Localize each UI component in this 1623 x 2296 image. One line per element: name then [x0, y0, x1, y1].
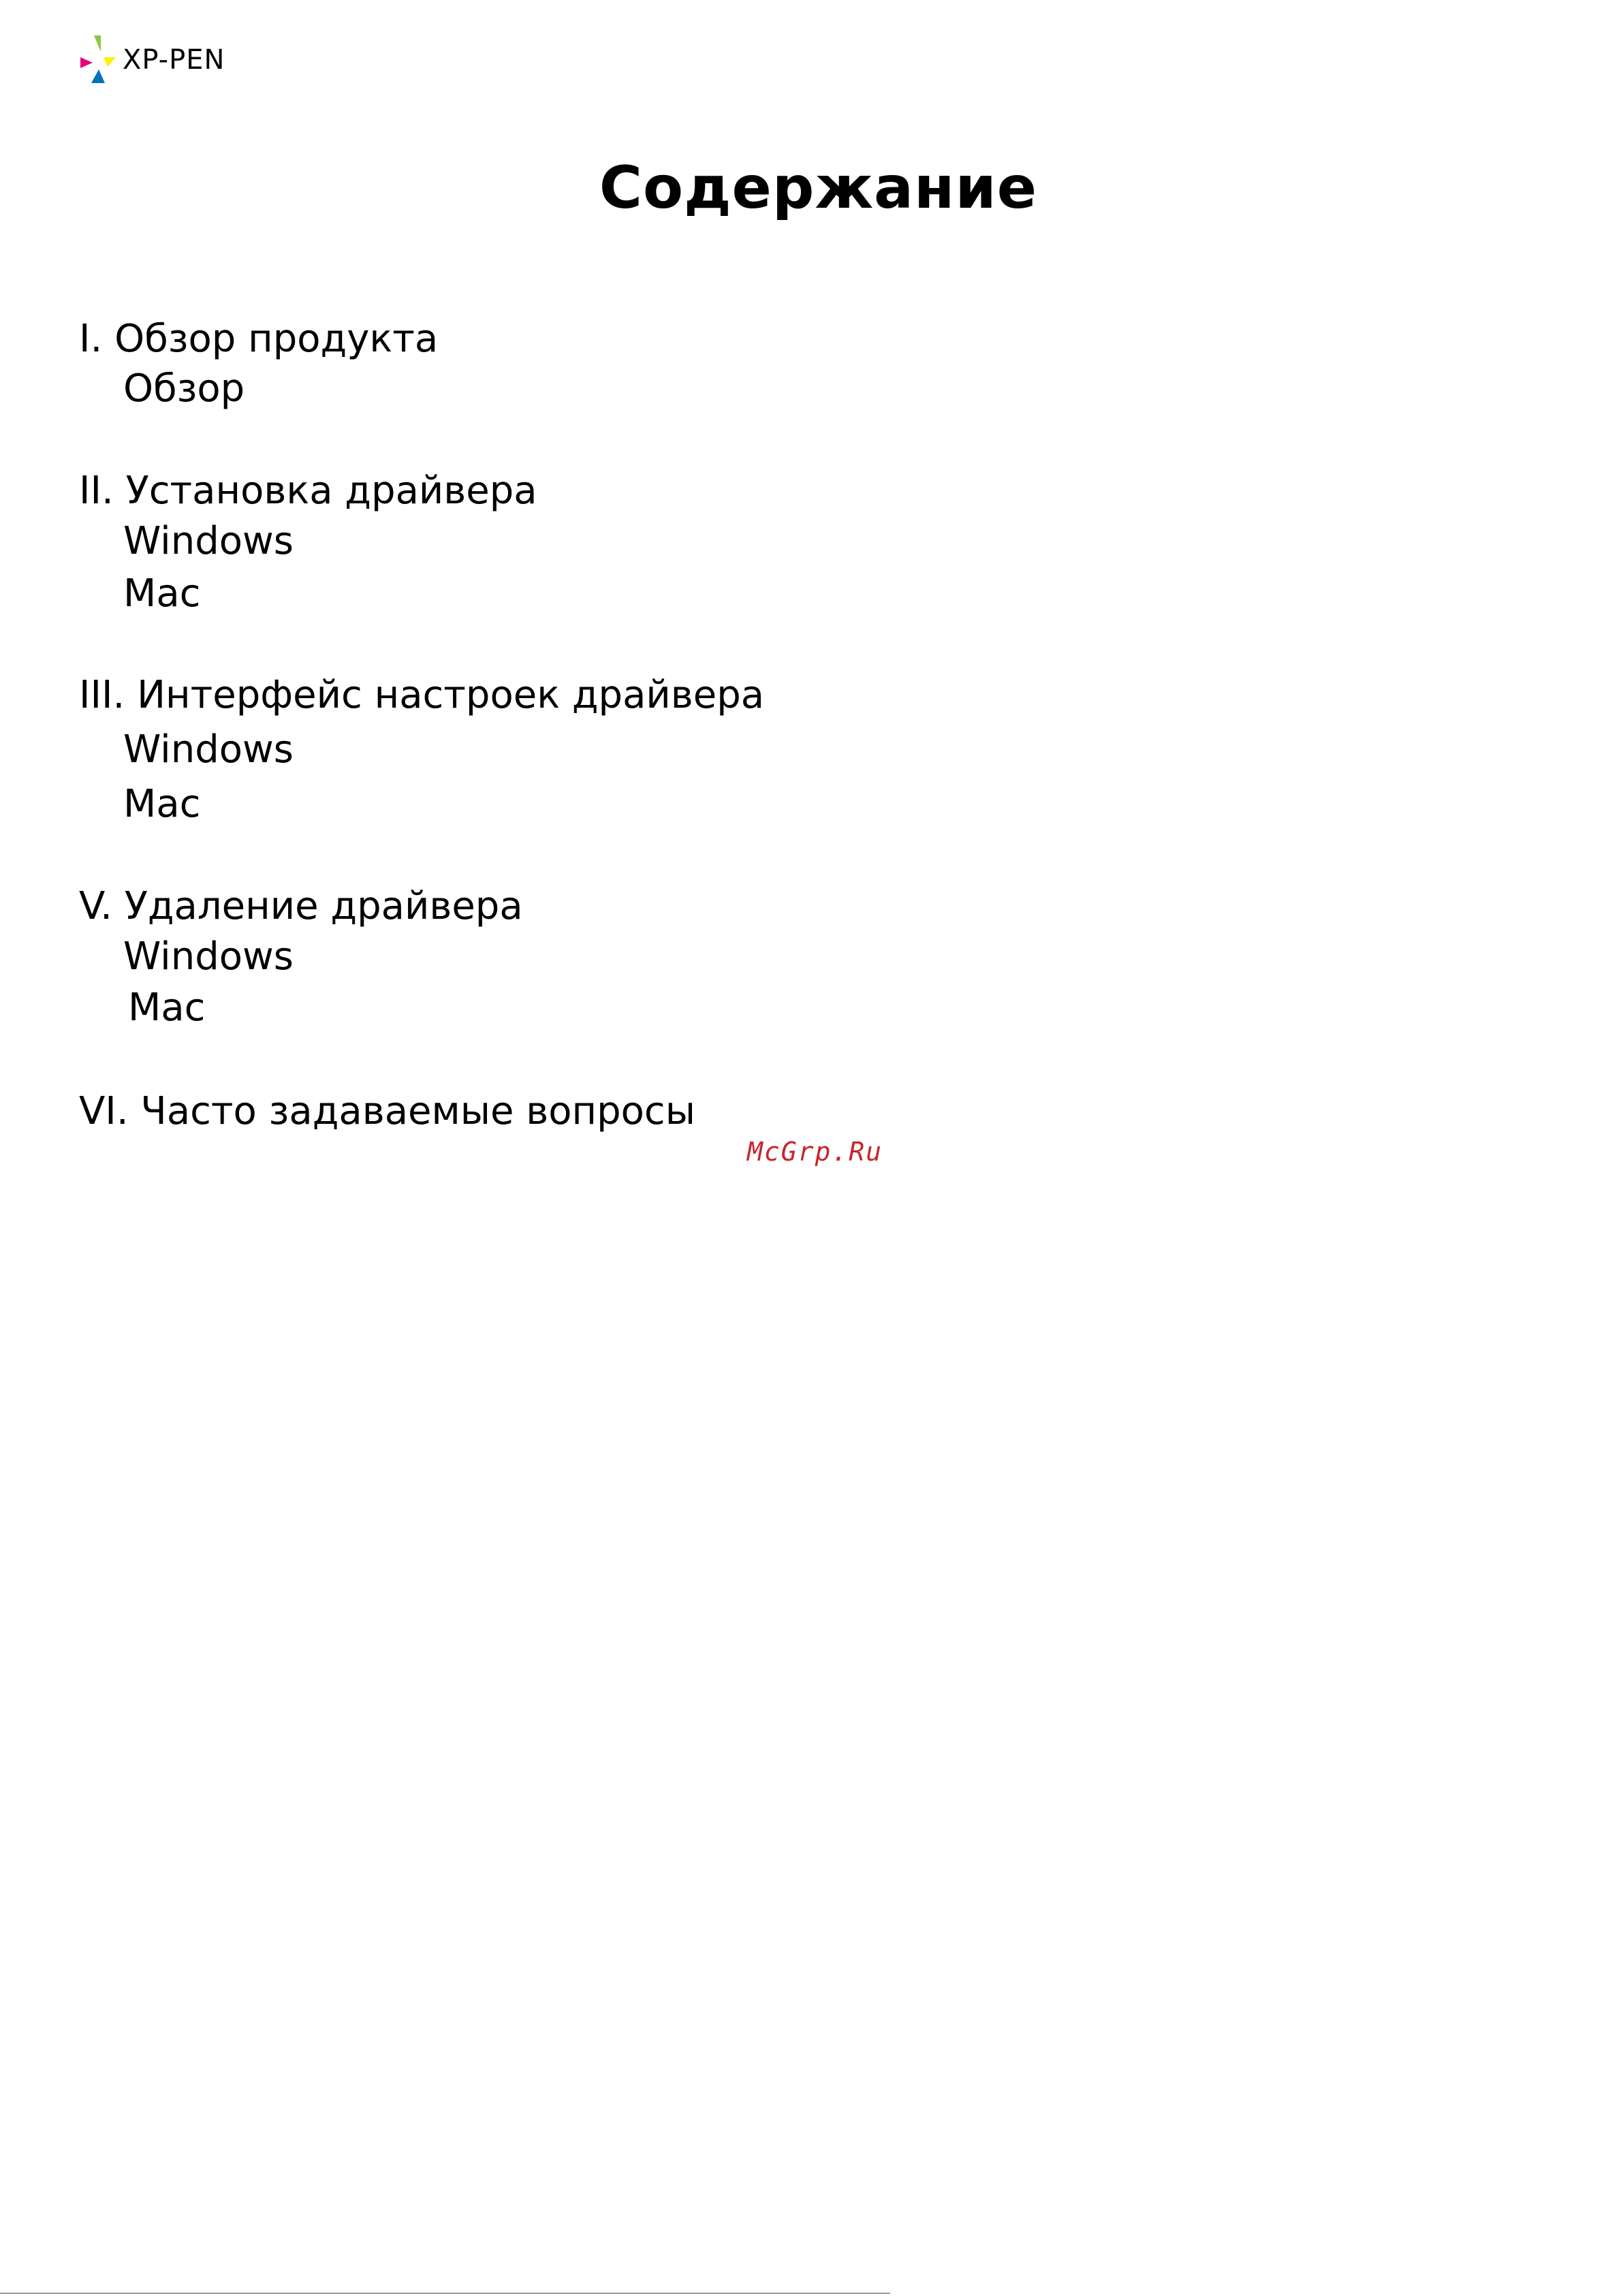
toc-section-2-item-2[interactable]: Mac [123, 571, 201, 616]
watermark: McGrp.Ru [747, 1137, 883, 1167]
toc-section-4-item-2[interactable]: Mac [128, 986, 206, 1030]
toc-section-1-item-1[interactable]: Обзор [123, 366, 245, 411]
toc-section-3-item-1[interactable]: Windows [123, 727, 294, 772]
toc-section-3-item-2[interactable]: Mac [123, 782, 201, 826]
toc-section-3[interactable]: III. Интерфейс настроек драйвера [79, 673, 765, 717]
xp-pen-logo-icon [80, 35, 116, 84]
toc-section-5[interactable]: VI. Часто задаваемые вопросы [79, 1089, 695, 1133]
brand-logo [80, 35, 225, 84]
bottom-divider [0, 2293, 890, 2294]
toc-section-4-item-1[interactable]: Windows [123, 934, 294, 979]
toc-section-1[interactable]: I. Обзор продукта [79, 317, 439, 361]
toc-section-2-item-1[interactable]: Windows [123, 519, 294, 563]
toc-section-4[interactable]: V. Удаление драйвера [79, 884, 523, 928]
toc-section-2[interactable]: II. Установка драйвера [79, 469, 537, 513]
page-title: Содержание [599, 154, 1038, 222]
brand-name: XP-PEN [123, 44, 225, 76]
